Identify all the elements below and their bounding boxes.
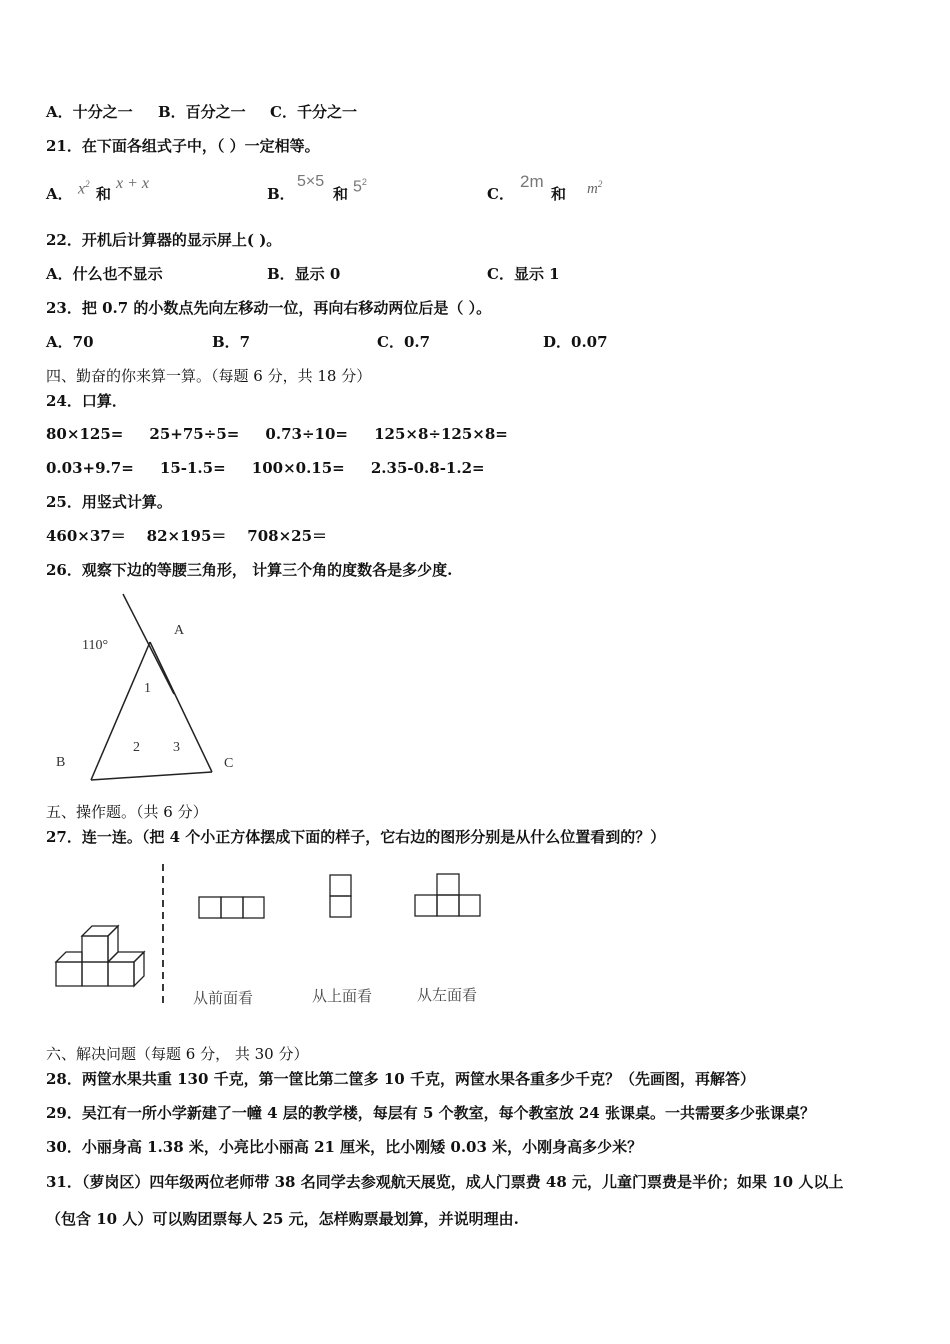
section-5-heading: 五、操作题。（共 6 分） <box>46 803 208 821</box>
q22-option-c: C．显示 1 <box>487 265 560 283</box>
side-ac <box>150 642 212 772</box>
section-4-heading: 四、勤奋的你来算一算。（每题 6 分，共 18 分） <box>46 367 372 385</box>
vertex-a-label: A <box>174 623 185 638</box>
q24-row-1: 80×125= 25+75÷5= 0.73÷10= 125×8÷125×8= <box>46 425 508 443</box>
top-view-label: 从上面看 <box>312 989 373 1005</box>
option-c: C．千分之一 <box>270 103 357 121</box>
vertex-b-label: B <box>56 755 66 770</box>
question-28: 28．两筐水果共重 130 千克，第一筐比第二筐多 10 千克，两筐水果各重多少千克？（先画图，再解答） <box>46 1070 755 1088</box>
question-22: 22．开机后计算器的显示屏上( )。 <box>46 231 282 249</box>
question-26: 26．观察下边的等腰三角形， 计算三个角的度数各是多少度. <box>46 561 453 579</box>
option-b: B．百分之一 <box>158 103 246 121</box>
cubes-drawing <box>56 926 144 986</box>
left-view-drawing <box>415 874 480 916</box>
q23-option-a: A．70 <box>46 333 94 351</box>
q24-row-2: 0.03+9.7= 15-1.5= 100×0.15= 2.35-0.8-1.2= <box>46 459 485 477</box>
question-24: 24．口算． <box>46 392 127 410</box>
left-view-label: 从左面看 <box>417 988 478 1004</box>
top-view-drawing <box>330 875 351 917</box>
angle-110-label: 110° <box>82 638 109 653</box>
question-25: 25．用竖式计算。 <box>46 493 172 511</box>
question-31-line-1: 31．（萝岗区）四年级两位老师带 38 名同学去参观航天展览，成人门票费 48 元，儿童门票费是半价；如果 10 人以上 <box>46 1173 844 1191</box>
question-27: 27．连一连。（把 4 个小正方体摆成下面的样子，它右边的图形分别是从什么位置看到的？） <box>46 828 666 846</box>
option-a: A．十分之一 <box>46 103 133 121</box>
triangle-figure <box>46 586 256 786</box>
question-29: 29．吴江有一所小学新建了一幢 4 层的教学楼，每层有 5 个教室，每个教室放 24 张课桌。一共需要多少张课桌？ <box>46 1104 815 1122</box>
q23-option-c: C．0.7 <box>377 333 431 351</box>
angle-1-label: 1 <box>144 681 151 696</box>
question-21: 21．在下面各组式子中，（ ）一定相等。 <box>46 137 320 155</box>
cube-views-figure <box>46 858 506 1018</box>
angle-2-label: 2 <box>133 740 140 755</box>
front-view-label: 从前面看 <box>193 991 254 1007</box>
question-23: 23．把 0.7 的小数点先向左移动一位，再向右移动两位后是（ ）。 <box>46 299 492 317</box>
q23-option-d: D．0.07 <box>543 333 608 351</box>
front-view-drawing <box>199 897 264 918</box>
vertex-c-label: C <box>224 756 234 771</box>
question-31-line-2: （包含 10 人）可以购团票每人 25 元，怎样购票最划算，并说明理由. <box>46 1210 519 1228</box>
angle-3-label: 3 <box>173 740 180 755</box>
side-ab <box>91 642 150 780</box>
side-bc <box>91 772 212 780</box>
question-30: 30．小丽身高 1.38 米，小亮比小丽高 21 厘米，比小刚矮 0.03 米，小刚身高多少米？ <box>46 1138 643 1156</box>
q23-option-b: B．7 <box>212 333 251 351</box>
q25-row: 460×37＝ 82×195＝ 708×25＝ <box>46 527 328 545</box>
section-6-heading: 六、解决问题（每题 6 分， 共 30 分） <box>46 1045 309 1063</box>
q22-option-b: B．显示 0 <box>267 265 341 283</box>
q22-option-a: A．什么也不显示 <box>46 265 163 283</box>
